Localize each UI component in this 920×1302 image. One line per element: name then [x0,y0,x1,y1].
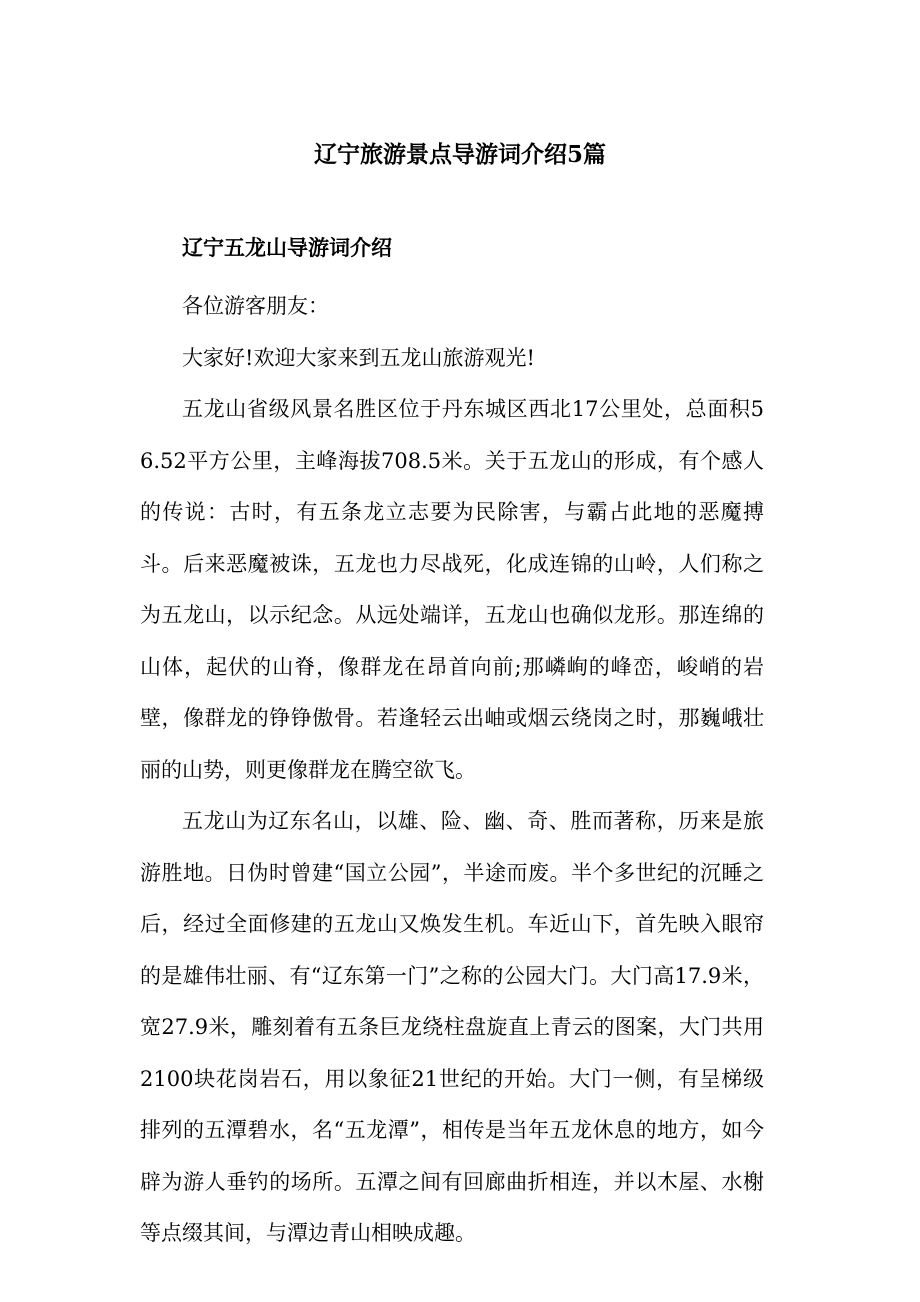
document-title: 辽宁旅游景点导游词介绍5篇 [313,141,606,168]
section-heading: 辽宁五龙山导游词介绍 [182,235,392,260]
paragraph-greeting-audience: 各位游客朋友： [182,294,329,318]
paragraph-overview: 五龙山省级风景名胜区位于丹东城区西北17公里处，总面积56.52平方公里，主峰海拔708.5米。关于五龙山的形成，有个感人的传说：古时，有五条龙立志要为民除害，与霸占此地的恶魔搏斗。后来恶魔被诛，五龙也力尽战死，化成连锦的山岭，人们称之为五龙山，以示纪念。从远处端详，五龙山也确似龙形。那连绵的山体，起伏的山脊，像群龙在昂首向前;那嶙峋的峰峦，峻峭的岩壁，像群龙的铮铮傲骨。若逢轻云出岫或烟云绕岗之时，那巍峨壮丽的山势，则更像群龙在腾空欲飞。 [140,397,764,782]
paragraph-gate-and-ponds: 五龙山为辽东名山，以雄、险、幽、奇、胜而著称，历来是旅游胜地。日伪时曾建“国立公园”，半途而废。半个多世纪的沉睡之后，经过全面修建的五龙山又焕发生机。车近山下，首先映入眼帘的是雄伟壮丽、有“辽东第一门”之称的公园大门。大门高17.9米，宽27.9米，雕刻着有五条巨龙绕柱盘旋直上青云的图案，大门共用2100块花岗岩石，用以象征21世纪的开始。大门一侧，有呈梯级排列的五潭碧水，名“五龙潭”，相传是当年五龙休息的地方，如今辟为游人垂钓的场所。五潭之间有回廊曲折相连，并以木屋、水榭等点缀其间，与潭边青山相映成趣。 [140,809,764,1245]
paragraph-welcome: 大家好!欢迎大家来到五龙山旅游观光! [182,345,535,370]
document-body [140,230,764,1260]
